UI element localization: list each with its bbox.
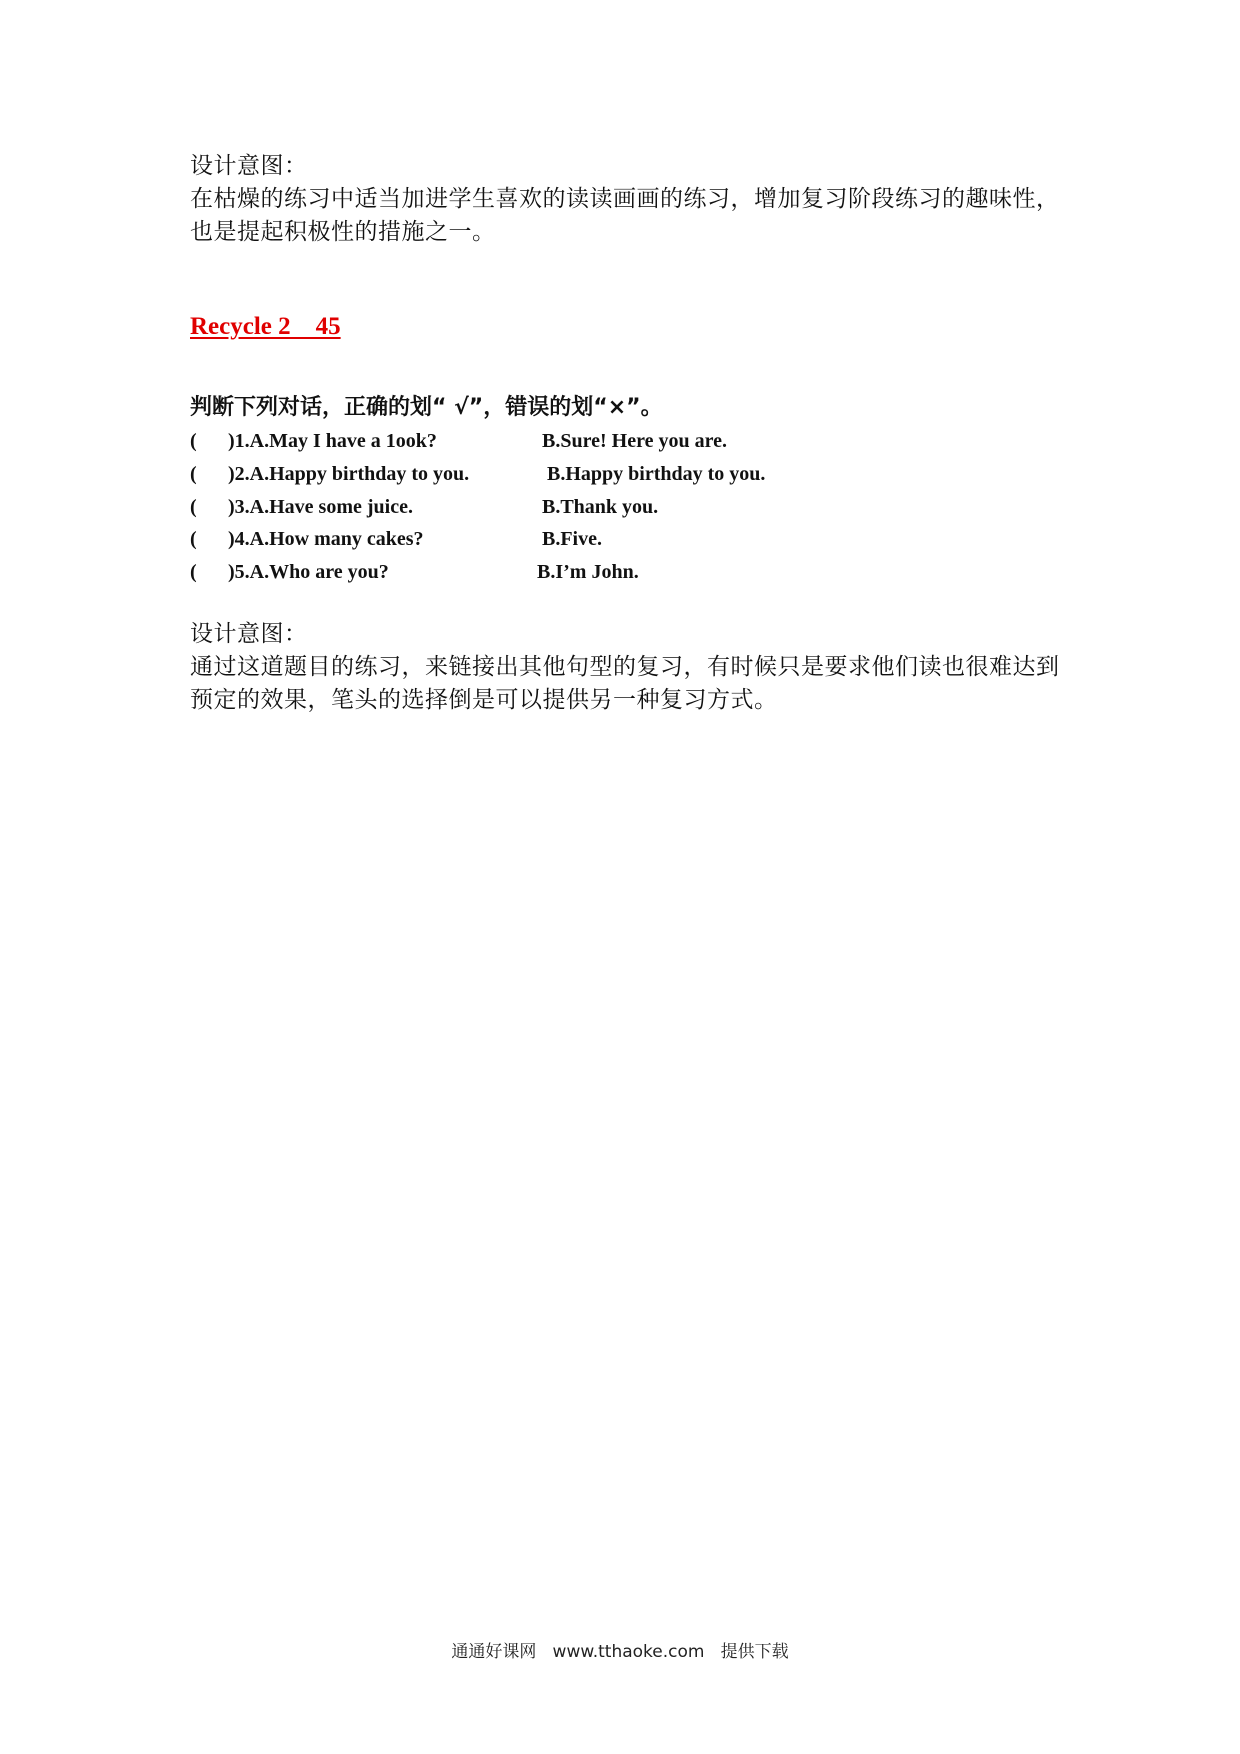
answer-blank[interactable]: (: [190, 496, 197, 518]
exercise-instruction: 判断下列对话，正确的划“ √”，错误的划“×”。: [190, 395, 663, 420]
question-row: [190, 557, 890, 587]
design-intent-label: 设计意图：: [190, 153, 308, 179]
question-a: )3.A.Have some juice.: [228, 496, 413, 518]
question-b: B.Five.: [542, 528, 602, 550]
design-intent-section-2: [190, 618, 1070, 717]
question-row: [190, 459, 890, 489]
question-b: B.I’m John.: [537, 561, 639, 583]
question-row: [190, 426, 890, 456]
question-b: B.Happy birthday to you.: [547, 463, 766, 485]
page-footer: 通通好课网 www.tthaoke.com 提供下载: [451, 1642, 789, 1662]
answer-blank[interactable]: (: [190, 430, 197, 452]
design-intent-text: 在枯燥的练习中适当加进学生喜欢的读读画画的练习，增加复习阶段练习的趣味性，也是提起积极性的措施之一。: [190, 186, 1060, 245]
question-a: )1.A.May I have a 1ook?: [228, 430, 437, 452]
question-a: )4.A.How many cakes?: [228, 528, 424, 550]
question-a: )5.A.Who are you?: [228, 561, 389, 583]
answer-blank[interactable]: (: [190, 528, 197, 550]
question-row: [190, 524, 890, 554]
question-b: B.Sure! Here you are.: [542, 430, 727, 452]
answer-blank[interactable]: (: [190, 561, 197, 583]
section-heading: Recycle 2 45: [190, 313, 341, 340]
answer-blank[interactable]: (: [190, 463, 197, 485]
design-intent-text: 通过这道题目的练习，来链接出其他句型的复习，有时候只是要求他们读也很难达到预定的效果，笔头的选择倒是可以提供另一种复习方式。: [190, 654, 1060, 713]
question-b: B.Thank you.: [542, 496, 659, 518]
question-row: [190, 492, 890, 522]
question-a: )2.A.Happy birthday to you.: [228, 463, 470, 485]
design-intent-label: 设计意图：: [190, 621, 308, 647]
design-intent-section-1: [190, 150, 1070, 249]
